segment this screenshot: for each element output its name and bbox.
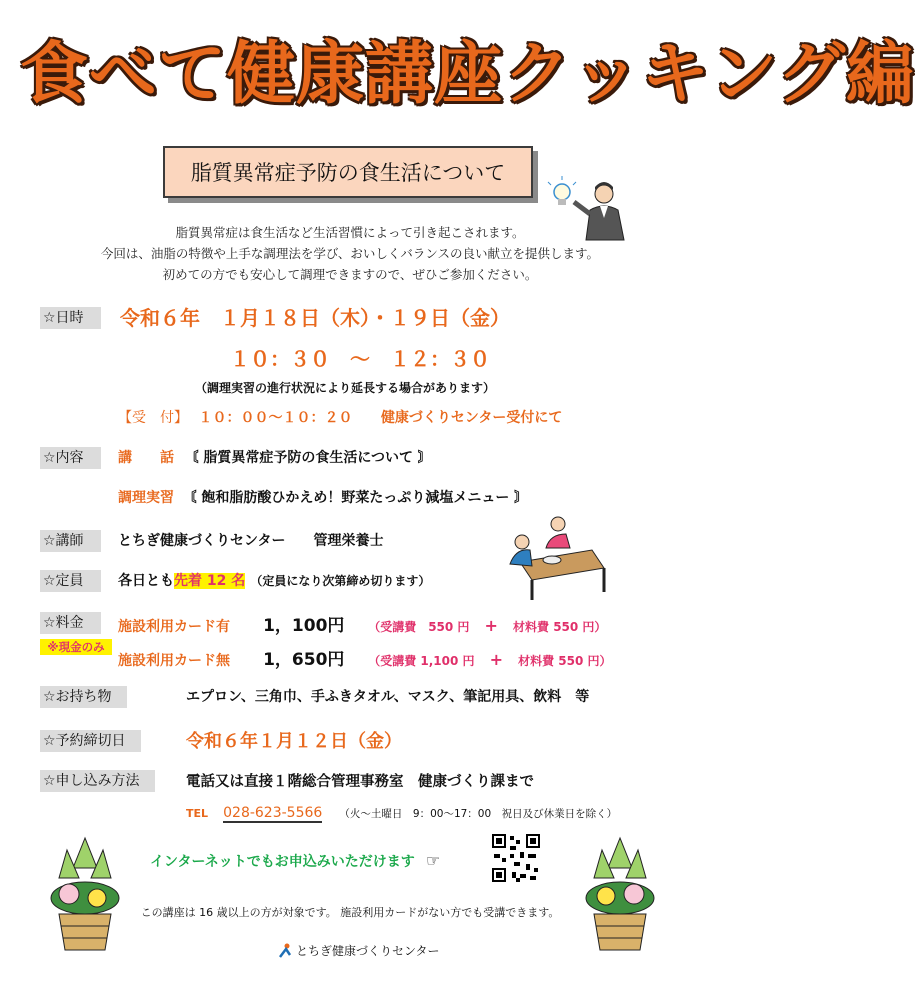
fee-breakdown-a: （受講費 550 円 bbox=[368, 620, 470, 634]
page-title: 食べて健康講座クッキング編 bbox=[20, 35, 915, 114]
intro-text bbox=[40, 222, 660, 285]
capacity-suffix: （定員になり次第締め切ります） bbox=[250, 574, 431, 588]
reception-row bbox=[118, 407, 562, 427]
fee-price: 1，100円 bbox=[263, 616, 345, 636]
capacity-prefix: 各日とも bbox=[118, 573, 174, 589]
lecture-row bbox=[118, 447, 432, 467]
deadline-value: 令和６年１月１２日（金） bbox=[186, 731, 402, 752]
fee-breakdown-a: （受講費 1,100 円 bbox=[368, 654, 475, 668]
belongings-value: エプロン、三角巾、手ふきタオル、マスク、筆記用具、飲料 等 bbox=[186, 689, 590, 705]
org-logo-icon bbox=[278, 943, 292, 959]
intro-line: 脂質異常症は食生活など生活習慣によって引き起こされます。 bbox=[175, 225, 525, 240]
capacity-highlight: 先着 12 名 bbox=[174, 573, 246, 589]
org-name: とちぎ健康づくりセンター bbox=[296, 944, 440, 958]
kadomatsu-right-illustration bbox=[580, 838, 660, 953]
fee-breakdown-b: 材料費 550 円） bbox=[513, 620, 607, 634]
lecturer-label: ☆講師 bbox=[40, 530, 101, 552]
fee-plus: + bbox=[489, 650, 504, 669]
subtitle-box bbox=[163, 146, 533, 198]
event-date: 令和６年 １月１８日（木）・１９日（金） bbox=[120, 306, 510, 330]
cash-only-note: ※現金のみ bbox=[40, 639, 112, 655]
fee-type: 施設利用カード無 bbox=[118, 653, 230, 669]
cooking-title: 〘 飽和脂肪酸ひかえめ！野菜たっぷり減塩メニュー 〙 bbox=[182, 490, 529, 506]
tel-number[interactable]: 028-623-5566 bbox=[223, 805, 323, 821]
intro-line: 初めての方でも安心して調理できますので、ぜひご参加ください。 bbox=[162, 267, 538, 282]
pointing-hand-icon: ☞ bbox=[425, 851, 441, 870]
reception-label: 【受 付】 bbox=[118, 410, 188, 426]
cooking-row bbox=[118, 487, 528, 507]
fee-price: 1，650円 bbox=[263, 650, 345, 670]
org-logo bbox=[278, 942, 440, 959]
lecture-label: 講 話 bbox=[118, 450, 174, 466]
lecture-title: 〘 脂質異常症予防の食生活について 〙 bbox=[184, 450, 432, 466]
tel-row bbox=[186, 802, 617, 821]
apply-value: 電話又は直接１階総合管理事務室 健康づくり課まで bbox=[186, 774, 534, 790]
fee-row bbox=[118, 645, 612, 670]
event-time: １０：３０ ～ １２：３０ bbox=[230, 347, 490, 371]
qr-code[interactable] bbox=[490, 832, 542, 884]
content-label: ☆内容 bbox=[40, 447, 101, 469]
footer-note: この講座は 16 歳以上の方が対象です。 施設利用カードがない方でも受講できます。 bbox=[140, 906, 560, 919]
fee-row bbox=[118, 611, 606, 636]
internet-row bbox=[150, 851, 440, 871]
deadline-label: ☆予約締切日 bbox=[40, 730, 141, 752]
datetime-note: （調理実習の進行状況により延長する場合があります） bbox=[195, 381, 496, 395]
fee-breakdown-b: 材料費 550 円） bbox=[518, 654, 612, 668]
belongings-label: ☆お持ち物 bbox=[40, 686, 127, 708]
datetime-label: ☆日時 bbox=[40, 307, 101, 329]
internet-text: インターネットでもお申込みいただけます bbox=[150, 854, 415, 870]
fee-plus: + bbox=[484, 616, 498, 635]
cooking-label: 調理実習 bbox=[118, 490, 174, 506]
reception-time: １０：００～１０：２０ bbox=[198, 410, 353, 426]
lightbulb-icon bbox=[548, 176, 576, 205]
subtitle-text: 脂質異常症予防の食生活について bbox=[190, 161, 506, 185]
reception-place: 健康づくりセンター受付にて bbox=[380, 410, 563, 426]
fee-type: 施設利用カード有 bbox=[118, 619, 230, 635]
lecturer-value: とちぎ健康づくりセンター 管理栄養士 bbox=[118, 533, 384, 549]
intro-line: 今回は、油脂の特徴や上手な調理法を学び、おいしくバランスの良い献立を提供します。 bbox=[100, 246, 600, 261]
tel-label: TEL bbox=[186, 807, 209, 820]
apply-label: ☆申し込み方法 bbox=[40, 770, 155, 792]
office-hours: （火～土曜日 9：00～17：00 祝日及び休業日を除く） bbox=[339, 808, 618, 820]
fee-label: ☆料金 bbox=[40, 612, 101, 634]
cooking-illustration bbox=[500, 512, 610, 602]
capacity-label: ☆定員 bbox=[40, 570, 101, 592]
kadomatsu-left-illustration bbox=[45, 838, 125, 953]
capacity-row bbox=[118, 570, 430, 590]
